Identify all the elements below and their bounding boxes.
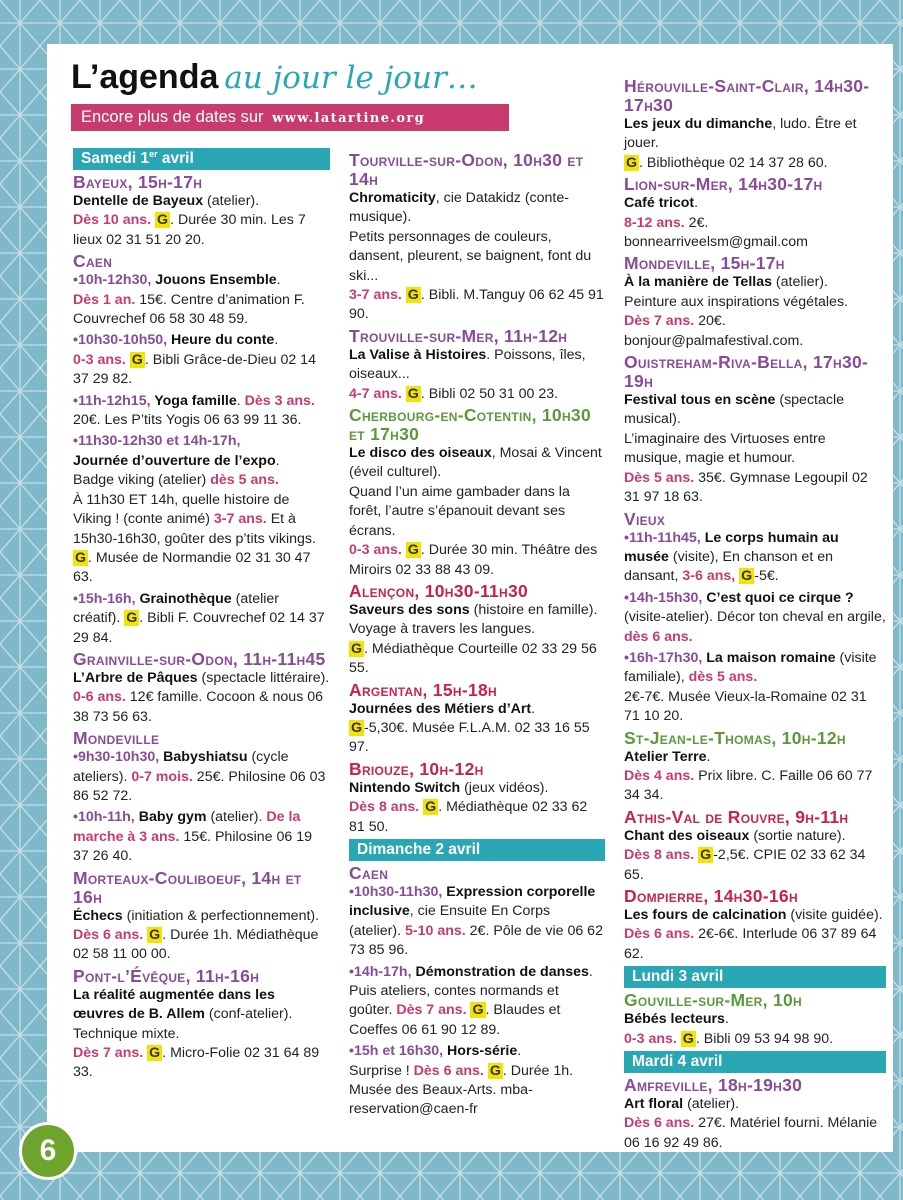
event-desc: (visite familiale), bbox=[624, 649, 877, 686]
event-info: 20€. bonjour@palmafestival.com. bbox=[624, 313, 804, 349]
event-desc: . bbox=[706, 748, 711, 765]
event-desc: (histoire en famille). bbox=[469, 601, 598, 618]
age-range: 0-3 ans. bbox=[73, 351, 126, 368]
age-range: Dès 3 ans. bbox=[244, 392, 315, 409]
event-title: Le corps humain au musée bbox=[624, 529, 839, 565]
event-entry bbox=[73, 669, 330, 727]
event-title: Journées des Métiers d’Art bbox=[349, 700, 532, 717]
event-entry bbox=[349, 883, 605, 961]
event-entry bbox=[349, 700, 605, 758]
event-entry bbox=[349, 601, 605, 679]
age-range: 4-7 ans. bbox=[349, 385, 402, 402]
location-ouistreham: Ouistreham-Riva-Bella, 17h30-19h bbox=[624, 352, 869, 392]
event-desc: , cie Datakidz (conte-musique). bbox=[349, 190, 569, 226]
event-time: •11h-12h15, bbox=[73, 392, 151, 409]
event-desc: (atelier créatif). bbox=[73, 590, 280, 627]
event-entry bbox=[349, 189, 605, 325]
event-info: . Durée 30 min. Théâtre des Miroirs 02 33 88 43 09. bbox=[349, 542, 598, 578]
age-range: Dès 6 ans. bbox=[73, 927, 144, 943]
age-range: Dès 4 ans. bbox=[624, 767, 695, 784]
free-badge: G bbox=[351, 640, 363, 657]
location-alencon: Alençon, 10h30-11h30 bbox=[349, 580, 529, 601]
event-desc: (spectacle littéraire). bbox=[197, 669, 330, 686]
event-title: La Valise à Histoires bbox=[349, 346, 487, 363]
event-entry bbox=[624, 1095, 886, 1153]
event-title: Dentelle de Bayeux bbox=[73, 193, 204, 209]
location-pont-leveque: Pont-l’Évêque, 11h-16h bbox=[73, 965, 260, 986]
location-briouze: Briouze, 10h-12h bbox=[349, 758, 484, 779]
location-st-jean-le-thomas: St-Jean-le-Thomas, 10h-12h bbox=[624, 727, 846, 748]
event-desc: . bbox=[724, 1011, 729, 1028]
event-desc: (atelier). bbox=[771, 274, 828, 291]
website-banner bbox=[71, 104, 509, 131]
age-range: 8-12 ans. bbox=[624, 214, 685, 231]
event-info: . Durée 30 min. Les 7 lieux 02 31 51 20 20. bbox=[73, 212, 306, 248]
event-info: . Médiathèque 02 33 62 81 50. bbox=[349, 799, 588, 835]
agenda-page bbox=[47, 44, 893, 1152]
event-desc: (cycle ateliers). bbox=[73, 749, 289, 785]
event-desc: , cie Ensuite En Corps (atelier). bbox=[349, 903, 551, 939]
event-info: 27€. Matériel fourni. Mélanie 06 16 92 49 86. bbox=[624, 1115, 878, 1151]
event-entry bbox=[73, 331, 330, 389]
event-entry bbox=[349, 1042, 605, 1120]
location-vieux: Vieux bbox=[624, 508, 666, 529]
event-time: •15h et 16h30, bbox=[349, 1043, 444, 1060]
event-desc: À 11h30 ET 14h, quelle histoire de Viking ! (conte animé) bbox=[73, 491, 290, 528]
event-info: 35€. Gymnase Legoupil 02 31 97 18 63. bbox=[624, 469, 868, 506]
location-cherbourg: Cherbourg-en-Cotentin, 10h30 et 17h30 bbox=[349, 405, 591, 445]
event-info: . Blaudes et Coeffes 06 61 90 12 89. bbox=[349, 1002, 561, 1038]
event-info: 2€-7€. Musée Vieux-la-Romaine 02 31 71 10 20. bbox=[624, 688, 867, 725]
free-badge: G bbox=[75, 549, 87, 566]
event-time: •14h-15h30, bbox=[624, 589, 703, 606]
event-time: •14h-17h, bbox=[349, 963, 412, 980]
event-entry bbox=[73, 271, 330, 329]
event-entry bbox=[624, 194, 886, 252]
event-desc: . bbox=[236, 392, 245, 409]
event-title: Expression corporelle inclusive bbox=[349, 883, 596, 920]
event-desc: L’imaginaire des Virtuoses entre musique, magie et humour. bbox=[624, 430, 826, 467]
event-title: Les fours de calcination bbox=[624, 907, 787, 923]
event-info: 2€. Pôle de vie 06 62 73 85 96. bbox=[349, 922, 603, 959]
event-entry bbox=[73, 432, 330, 587]
column-2 bbox=[349, 150, 605, 1122]
location-amfreville: Amfreville, 18h-19h30 bbox=[624, 1075, 803, 1096]
free-badge: G bbox=[472, 1002, 484, 1019]
event-entry bbox=[349, 346, 605, 404]
location-caen: Caen bbox=[73, 251, 113, 272]
event-title: Les jeux du dimanche bbox=[624, 116, 773, 132]
free-badge: G bbox=[149, 927, 161, 943]
age-range: Dès 8 ans. bbox=[624, 847, 695, 864]
free-badge: G bbox=[351, 719, 363, 736]
event-time: •10h-11h, bbox=[73, 809, 135, 826]
event-desc: Quand l’un aime gambader dans la forêt, l’autre s’épanouit devant ses écrans. bbox=[349, 483, 570, 539]
location-argentan: Argentan, 15h-18h bbox=[349, 679, 497, 700]
day-sup: er bbox=[149, 149, 158, 159]
event-desc: . Poissons, îles, oiseaux... bbox=[349, 346, 586, 383]
free-badge: G bbox=[126, 610, 138, 627]
banner-text: Encore plus de dates sur bbox=[81, 108, 264, 126]
event-title: Chromaticity bbox=[349, 190, 436, 206]
age-range: 3-7 ans. bbox=[213, 511, 267, 528]
age-range: 5-10 ans. bbox=[404, 922, 466, 939]
age-range: Dès 7 ans. bbox=[396, 1002, 467, 1019]
event-desc: (atelier). bbox=[683, 1096, 740, 1113]
location-bayeux: Bayeux, 15h-17h bbox=[73, 172, 203, 192]
free-badge: G bbox=[407, 542, 419, 559]
day-label: Samedi 1 bbox=[81, 150, 150, 167]
day-header-sunday: Dimanche 2 avril bbox=[349, 839, 605, 861]
event-desc: (visite guidée). bbox=[786, 907, 883, 923]
event-desc: . bbox=[276, 272, 281, 289]
event-desc: Et à 15h30-16h30, goûter des p’tits vikings. bbox=[73, 511, 316, 547]
free-badge: G bbox=[157, 212, 169, 229]
age-range: Dès 10 ans. bbox=[73, 212, 152, 229]
event-title: Saveurs des sons bbox=[349, 601, 470, 618]
event-title: Le disco des oiseaux bbox=[349, 445, 492, 462]
event-desc: . bbox=[517, 1043, 522, 1060]
event-title: Nintendo Switch bbox=[349, 779, 461, 796]
age-range: 0-3 ans. bbox=[349, 542, 402, 559]
age-range: 3-6 ans, bbox=[682, 568, 736, 585]
event-info: . Bibli 09 53 94 98 90. bbox=[695, 1030, 834, 1047]
event-info: . Bibliothèque 02 14 37 28 60. bbox=[639, 154, 828, 171]
age-range: Dès 6 ans. bbox=[624, 1115, 695, 1132]
event-entry bbox=[349, 779, 605, 837]
event-title: Atelier Terre bbox=[624, 748, 707, 765]
event-entry bbox=[624, 748, 886, 806]
age-range: 0-6 ans. bbox=[73, 689, 126, 706]
event-title: Babyshiatsu bbox=[159, 749, 248, 766]
location-lion-sur-mer: Lion-sur-Mer, 14h30-17h bbox=[624, 174, 823, 195]
banner-url[interactable]: www.latartine.org bbox=[272, 111, 426, 126]
location-dompierre: Dompierre, 14h30-16h bbox=[624, 886, 798, 906]
event-title: Baby gym bbox=[134, 809, 207, 826]
event-info: . Bibli. M.Tanguy 06 62 45 91 90. bbox=[349, 287, 604, 323]
day-month: avril bbox=[157, 150, 194, 167]
event-info: 15€. Philosine 06 19 37 26 40. bbox=[73, 828, 312, 865]
age-range: Dès 8 ans. bbox=[349, 799, 420, 816]
age-range: 0-7 mois. bbox=[131, 768, 193, 785]
event-desc: (sortie nature). bbox=[749, 827, 846, 844]
event-info: -2,5€. CPIE 02 33 62 34 65. bbox=[624, 847, 866, 883]
event-desc: (jeux vidéos). bbox=[460, 779, 549, 796]
title-main: L’agenda bbox=[71, 58, 219, 96]
event-info: . Bibli F. Couvrechef 02 14 37 29 84. bbox=[73, 610, 325, 646]
free-badge: G bbox=[682, 1030, 694, 1047]
event-title: Festival tous en scène bbox=[624, 392, 776, 409]
age-range: Dès 6 ans. bbox=[624, 926, 695, 943]
event-time: •10h30-11h30, bbox=[349, 883, 443, 900]
location-morteaux: Morteaux-Couliboeuf, 14h et 16h bbox=[73, 867, 302, 907]
event-entry bbox=[73, 907, 330, 965]
event-title: Grainothèque bbox=[135, 590, 232, 607]
event-desc: . bbox=[531, 700, 536, 717]
location-mondeville: Mondeville, 15h-17h bbox=[624, 253, 785, 274]
age-range: dès 5 ans. bbox=[688, 669, 758, 686]
event-desc: . bbox=[274, 332, 279, 349]
event-entry bbox=[73, 392, 330, 431]
event-entry bbox=[349, 963, 605, 1041]
event-desc: , ludo. Être et jouer. bbox=[624, 116, 857, 152]
event-time: •11h-11h45, bbox=[624, 529, 701, 546]
event-info: . Bibli 02 50 31 00 23. bbox=[420, 385, 559, 402]
event-desc: Badge viking (atelier) bbox=[73, 472, 211, 489]
event-entry bbox=[73, 192, 330, 250]
location-trouville: Trouville-sur-Mer, 11h-12h bbox=[349, 325, 568, 346]
event-title: Journée d’ouverture de l’expo bbox=[73, 452, 276, 469]
page-number-badge: 6 bbox=[19, 1122, 77, 1180]
event-desc: (atelier). bbox=[203, 193, 260, 209]
event-info: -5€. bbox=[754, 568, 779, 585]
free-badge: G bbox=[741, 568, 753, 585]
age-range: Dès 7 ans. bbox=[624, 313, 695, 330]
event-desc: (atelier). bbox=[206, 809, 267, 826]
free-badge: G bbox=[407, 287, 419, 304]
event-desc: . bbox=[275, 452, 280, 469]
age-range: Dès 7 ans. bbox=[73, 1045, 144, 1062]
age-range: Dès 5 ans. bbox=[624, 469, 695, 486]
event-info: . Durée 1h. Médiathèque 02 58 11 00 00. bbox=[73, 927, 319, 963]
event-desc: Surprise ! bbox=[349, 1062, 414, 1079]
free-badge: G bbox=[626, 154, 638, 171]
event-entry bbox=[624, 827, 886, 885]
age-range: dès 6 ans. bbox=[624, 628, 693, 645]
event-entry bbox=[624, 649, 886, 727]
age-range: De la marche à 3 ans. bbox=[73, 809, 301, 845]
title-script: au jour le jour… bbox=[224, 60, 478, 96]
event-desc: . bbox=[694, 195, 699, 212]
age-range: 0-3 ans. bbox=[624, 1030, 677, 1047]
event-info: 25€. Philosine 06 03 86 52 72. bbox=[73, 768, 326, 804]
age-range: 3-7 ans. bbox=[349, 287, 402, 304]
event-entry bbox=[73, 808, 330, 866]
event-entry bbox=[73, 748, 330, 806]
event-desc: (initiation & perfectionnement). bbox=[122, 907, 320, 924]
location-tourville: Tourville-sur-Odon, 10h30 et 14h bbox=[349, 150, 584, 189]
location-gouville-sur-mer: Gouville-sur-Mer, 10h bbox=[624, 990, 803, 1011]
event-info: -5,30€. Musée F.L.A.M. 02 33 16 55 97. bbox=[349, 719, 590, 756]
event-title: La réalité augmentée dans les œuvres de B. Allem bbox=[73, 986, 275, 1023]
day-header-tuesday: Mardi 4 avril bbox=[624, 1051, 886, 1073]
event-entry bbox=[624, 273, 886, 351]
free-badge: G bbox=[700, 847, 712, 864]
event-desc: Peinture aux inspirations végétales. bbox=[624, 293, 848, 310]
event-info: . Médiathèque Courteille 02 33 29 56 55. bbox=[349, 640, 597, 677]
event-desc: (visite), En chanson et en dansant, bbox=[624, 548, 833, 585]
age-range: Dès 6 ans. bbox=[413, 1062, 484, 1079]
free-badge: G bbox=[131, 351, 143, 368]
event-info: . Bibli Grâce-de-Dieu 02 14 37 29 82. bbox=[73, 351, 316, 388]
event-title: La maison romaine bbox=[702, 649, 836, 666]
event-title: Jouons Ensemble bbox=[151, 272, 277, 289]
event-title: Yoga famille bbox=[150, 392, 237, 409]
event-desc: (visite-atelier). Décor ton cheval en argile, bbox=[624, 609, 886, 626]
event-info: . Micro-Folie 02 31 64 89 33. bbox=[73, 1045, 320, 1081]
event-time: •10h-12h30, bbox=[73, 272, 152, 289]
event-info: . Musée de Normandie 02 31 30 47 63. bbox=[73, 549, 311, 586]
event-time: •11h30-12h30 et 14h-17h, bbox=[73, 433, 241, 450]
event-title: Démonstration de danses bbox=[411, 963, 589, 980]
event-desc: Voyage à travers les langues. bbox=[349, 621, 536, 638]
event-desc: (spectacle musical). bbox=[624, 392, 845, 428]
location-herouville: Hérouville-Saint-Clair, 14h30-17h30 bbox=[624, 76, 870, 115]
event-desc: , Mosai & Vincent (éveil culturel). bbox=[349, 445, 602, 481]
age-range: Dès 1 an. bbox=[73, 291, 136, 308]
location-caen: Caen bbox=[349, 862, 389, 883]
column-1 bbox=[73, 146, 330, 1085]
event-info: . Durée 1h. Musée des Beaux-Arts. mba-reservation@caen-fr bbox=[349, 1062, 574, 1118]
event-info: 20€. Les P’tits Yogis 06 63 99 11 36. bbox=[73, 412, 302, 429]
event-title: À la manière de Tellas bbox=[624, 274, 772, 291]
location-mondeville: Mondeville bbox=[73, 728, 160, 749]
event-entry bbox=[624, 589, 886, 647]
event-title: Café tricot bbox=[624, 195, 695, 212]
event-entry bbox=[624, 1010, 886, 1049]
event-title: Échecs bbox=[73, 907, 123, 924]
page-title bbox=[71, 58, 478, 97]
day-header-monday: Lundi 3 avril bbox=[624, 966, 886, 988]
event-entry bbox=[624, 906, 886, 964]
event-title: Bébés lecteurs bbox=[624, 1011, 725, 1028]
free-badge: G bbox=[407, 385, 419, 402]
event-info: Prix libre. C. Faille 06 60 77 34 34. bbox=[624, 767, 873, 804]
free-badge: G bbox=[489, 1062, 501, 1079]
event-entry bbox=[624, 391, 886, 507]
event-desc: (conf-atelier). Technique mixte. bbox=[73, 1006, 293, 1042]
event-info: 12€ famille. Cocoon & nous 06 38 73 56 63. bbox=[73, 689, 324, 725]
free-badge: G bbox=[425, 799, 437, 816]
event-entry bbox=[349, 444, 605, 580]
event-title: Chant des oiseaux bbox=[624, 827, 750, 844]
event-info: 2€-6€. Interlude 06 37 89 64 62. bbox=[624, 926, 877, 962]
event-info: 15€. Centre d’animation F. Couvrechef 06 58 30 48 59. bbox=[73, 291, 305, 328]
column-3 bbox=[624, 76, 886, 1155]
event-title: Heure du conte bbox=[167, 332, 275, 349]
age-range: dès 5 ans. bbox=[210, 472, 279, 489]
event-title: Art floral bbox=[624, 1096, 684, 1113]
event-title: C’est quoi ce cirque ? bbox=[702, 589, 854, 606]
event-time: •10h30-10h50, bbox=[73, 332, 168, 349]
event-entry bbox=[624, 115, 886, 173]
event-entry bbox=[624, 529, 886, 587]
event-desc: Petits personnages de couleurs, dansent, pleurent, se baignent, font du ski... bbox=[349, 228, 592, 284]
location-athis-val-de-rouvre: Athis-Val de Rouvre, 9h-11h bbox=[624, 806, 849, 827]
event-time: •16h-17h30, bbox=[624, 649, 703, 666]
event-info: 2€. bonnearriveelsm@gmail.com bbox=[624, 214, 808, 251]
event-title: Hors-série bbox=[443, 1043, 518, 1060]
event-entry bbox=[73, 590, 330, 648]
event-desc: . Puis ateliers, contes normands et goûter. bbox=[349, 963, 593, 1019]
free-badge: G bbox=[149, 1045, 161, 1062]
location-grainville: Grainville-sur-Odon, 11h-11h45 bbox=[73, 648, 326, 669]
event-entry bbox=[73, 986, 330, 1083]
event-time: •15h-16h, bbox=[73, 590, 136, 607]
event-title: L’Arbre de Pâques bbox=[73, 669, 198, 686]
day-header-saturday bbox=[73, 148, 330, 170]
event-time: •9h30-10h30, bbox=[73, 749, 160, 766]
